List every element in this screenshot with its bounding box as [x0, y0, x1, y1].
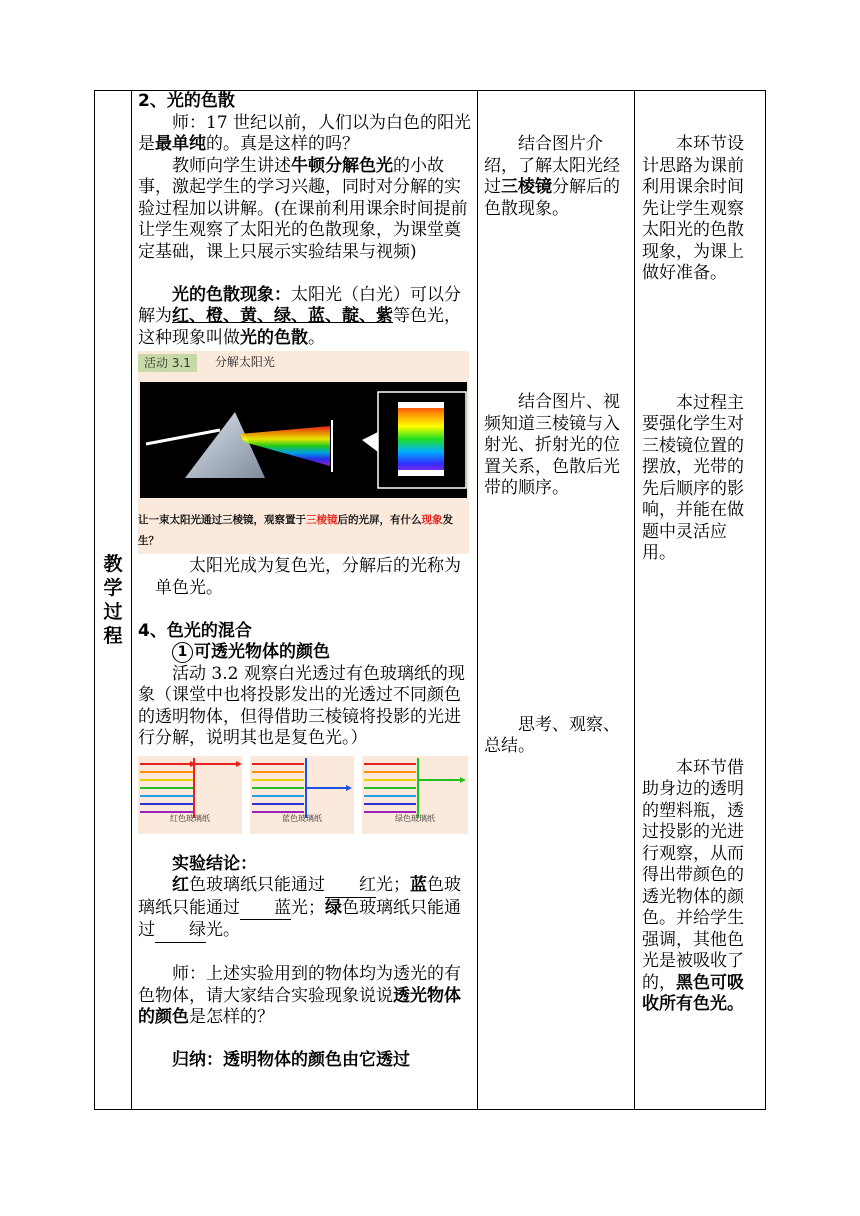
student-activity-1: 结合图片介绍，了解太阳光经过三棱镜分解后的色散现象。 [484, 134, 620, 219]
filter-figures [138, 756, 473, 838]
conclusion-text: 红色玻璃纸只能通过 红光；蓝色玻璃纸只能通过 蓝光；绿色玻璃纸只能通过 绿光。 [138, 875, 473, 943]
prism [185, 412, 265, 478]
student-activity-column [484, 91, 627, 758]
green-filter-label: 绿色玻璃纸 [395, 814, 435, 823]
activity-3-2: 活动 3.2 观察白光透过有色玻璃纸的现象（课堂中也将投影发出的光透过不同颜色的透明物体，但得借助三棱镜将投影的光进行分解，说明其也是复色光。） [138, 663, 465, 748]
red-filter-figure [138, 756, 242, 834]
dispersion-definition: 光的色散现象：太阳光（白光）可以分解为红、橙、黄、绿、蓝、靛、紫等色光，这种现象叫做光的色散。 [138, 284, 461, 348]
design-note-2: 本过程主要强化学生对三棱镜位置的摆放，光带的先后顺序的影响，并能在做题中灵活应用。 [642, 392, 744, 563]
section-label: 教学过程 [103, 553, 123, 647]
teacher-question-1: 师：17 世纪以前，人们以为白色的阳光是最单纯的。真是这样的吗？ [138, 112, 472, 154]
incident-beam [146, 430, 220, 444]
lesson-table [94, 90, 766, 1110]
column-divider [634, 91, 635, 1109]
activity-tag: 活动 3.1 [138, 354, 197, 372]
heading-dispersion: 2、光的色散 [138, 91, 235, 111]
student-activity-2: 结合图片、视频知道三棱镜与入射光、折射光的位置关系，色散后光带的顺序。 [484, 392, 620, 498]
heading-color-mix: 4、色光的混合 [138, 620, 252, 641]
student-activity-3: 思考、观察、总结。 [484, 714, 620, 756]
activity-title: 分解太阳光 [214, 355, 275, 370]
blue-filter-label: 蓝色玻璃纸 [282, 814, 322, 823]
magnified-spectrum [398, 402, 444, 476]
circled-number: 1 [172, 642, 193, 663]
activity-caption: 让一束太阳光通过三棱镜，观察置于三棱镜后的光屏，有什么现象发生？ [138, 514, 453, 547]
design-note-3: 本环节借助身边的透明的塑料瓶，透过投影的光进行观察，从而得出带颜色的透光物体的颜色。并给学生强调，其他色光是被吸收了的，黑色可吸收所有色光。 [642, 757, 744, 1014]
complex-light-note: 太阳光成为复色光，分解后的光称为单色光。 [155, 556, 461, 598]
teacher-question-2: 师：上述实验用到的物体均为透光的有色物体，请大家结合实验现象说说透光物体的颜色是怎样的？ [138, 964, 461, 1027]
summary-text: 归纳：透明物体的颜色由它透过 [172, 1050, 410, 1070]
section-label-cell [95, 91, 131, 1109]
prism-activity-figure [138, 351, 469, 554]
column-divider [477, 91, 478, 1109]
red-filter-label: 红色玻璃纸 [170, 814, 210, 823]
prism-illustration [140, 382, 467, 498]
teaching-content-column [138, 91, 473, 1072]
prism-scene [140, 382, 467, 498]
newton-story: 教师向学生讲述牛顿分解色光的小故事，激起学生的学习兴趣，同时对分解的实验过程加以讲解。(在课前利用课余时间提前让学生观察了太阳光的色散现象，为课堂奠定基础，课上只展示实验结果与视频) [138, 155, 468, 262]
design-intent-column [642, 91, 758, 1016]
design-note-1: 本环节设计思路为课前利用课余时间先让学生观察太阳光的色散现象，为课上做好准备。 [642, 134, 744, 283]
column-divider [131, 91, 132, 1109]
subheading-transparent: 1 可透光物体的颜色 [138, 642, 473, 664]
blue-filter-figure [250, 756, 354, 834]
green-filter-figure [362, 756, 468, 834]
conclusion-label: 实验结论： [172, 853, 257, 874]
